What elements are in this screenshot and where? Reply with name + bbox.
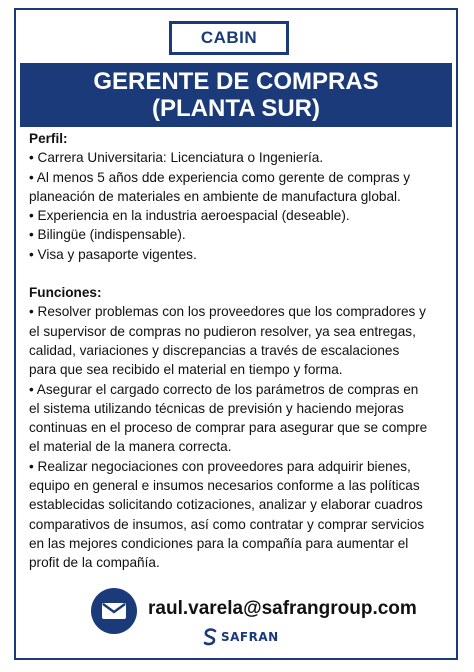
funciones-line: calidad, variaciones y discrepancias a través de escalaciones: [29, 342, 400, 358]
contact-email-link[interactable]: raul.varela@safrangroup.com: [148, 598, 417, 619]
funciones-line: el sistema utilizando técnicas de previsión y haciendo mejoras: [29, 400, 404, 416]
funciones-line: establecidas solicitando cotizaciones, analizar y elaborar cuadros: [29, 497, 423, 513]
job-description: [29, 129, 451, 573]
funciones-line: equipo en general e insumos necesarios conforme a las políticas: [29, 478, 420, 494]
funciones-line: en las mejores condiciones para la compañía para aumentar el: [29, 535, 409, 551]
perfil-line: • Experiencia en la industria aeroespacial (deseable).: [29, 208, 350, 224]
funciones-line: • Realizar negociaciones con proveedores para adquirir bienes,: [29, 458, 411, 474]
perfil-line: • Carrera Universitaria: Licenciatura o Ingeniería.: [29, 150, 324, 166]
job-title-line-1: GERENTE DE COMPRAS: [93, 68, 379, 95]
perfil-line: • Bilingüe (indispensable).: [29, 227, 186, 243]
perfil-heading: Perfil:: [29, 131, 68, 146]
funciones-line: para que sea recibido el material en tiempo y forma.: [29, 362, 343, 378]
job-title-line-2: (PLANTA SUR): [152, 95, 320, 122]
company-name: CABIN: [169, 21, 289, 55]
safran-logo-text: SAFRAN: [221, 630, 279, 644]
funciones-line: profit de la compañía.: [29, 555, 160, 571]
envelope-icon: [91, 588, 137, 634]
safran-logo-mark-icon: [203, 628, 217, 646]
safran-logo: [203, 628, 279, 646]
funciones-line: • Resolver problemas con los proveedores que los compradores y: [29, 304, 426, 320]
perfil-line: • Visa y pasaporte vigentes.: [29, 246, 197, 262]
perfil-line: planeación de materiales en ambiente de manufactura global.: [29, 188, 401, 204]
funciones-line: el material de la manera correcta.: [29, 439, 232, 455]
job-title-banner: [20, 63, 452, 127]
funciones-line: comparativos de insumos, así como contratar y comprar servicios: [29, 516, 425, 532]
funciones-line: continuas en el proceso de comprar para asegurar que se compre: [29, 420, 428, 436]
funciones-line: • Asegurar el cargado correcto de los parámetros de compras en: [29, 381, 419, 397]
perfil-line: • Al menos 5 años dde experiencia como gerente de compras y: [29, 169, 411, 185]
funciones-heading: Funciones:: [29, 285, 102, 301]
funciones-line: el supervisor de compras no pudieron resolver, ya sea entregas,: [29, 323, 416, 339]
